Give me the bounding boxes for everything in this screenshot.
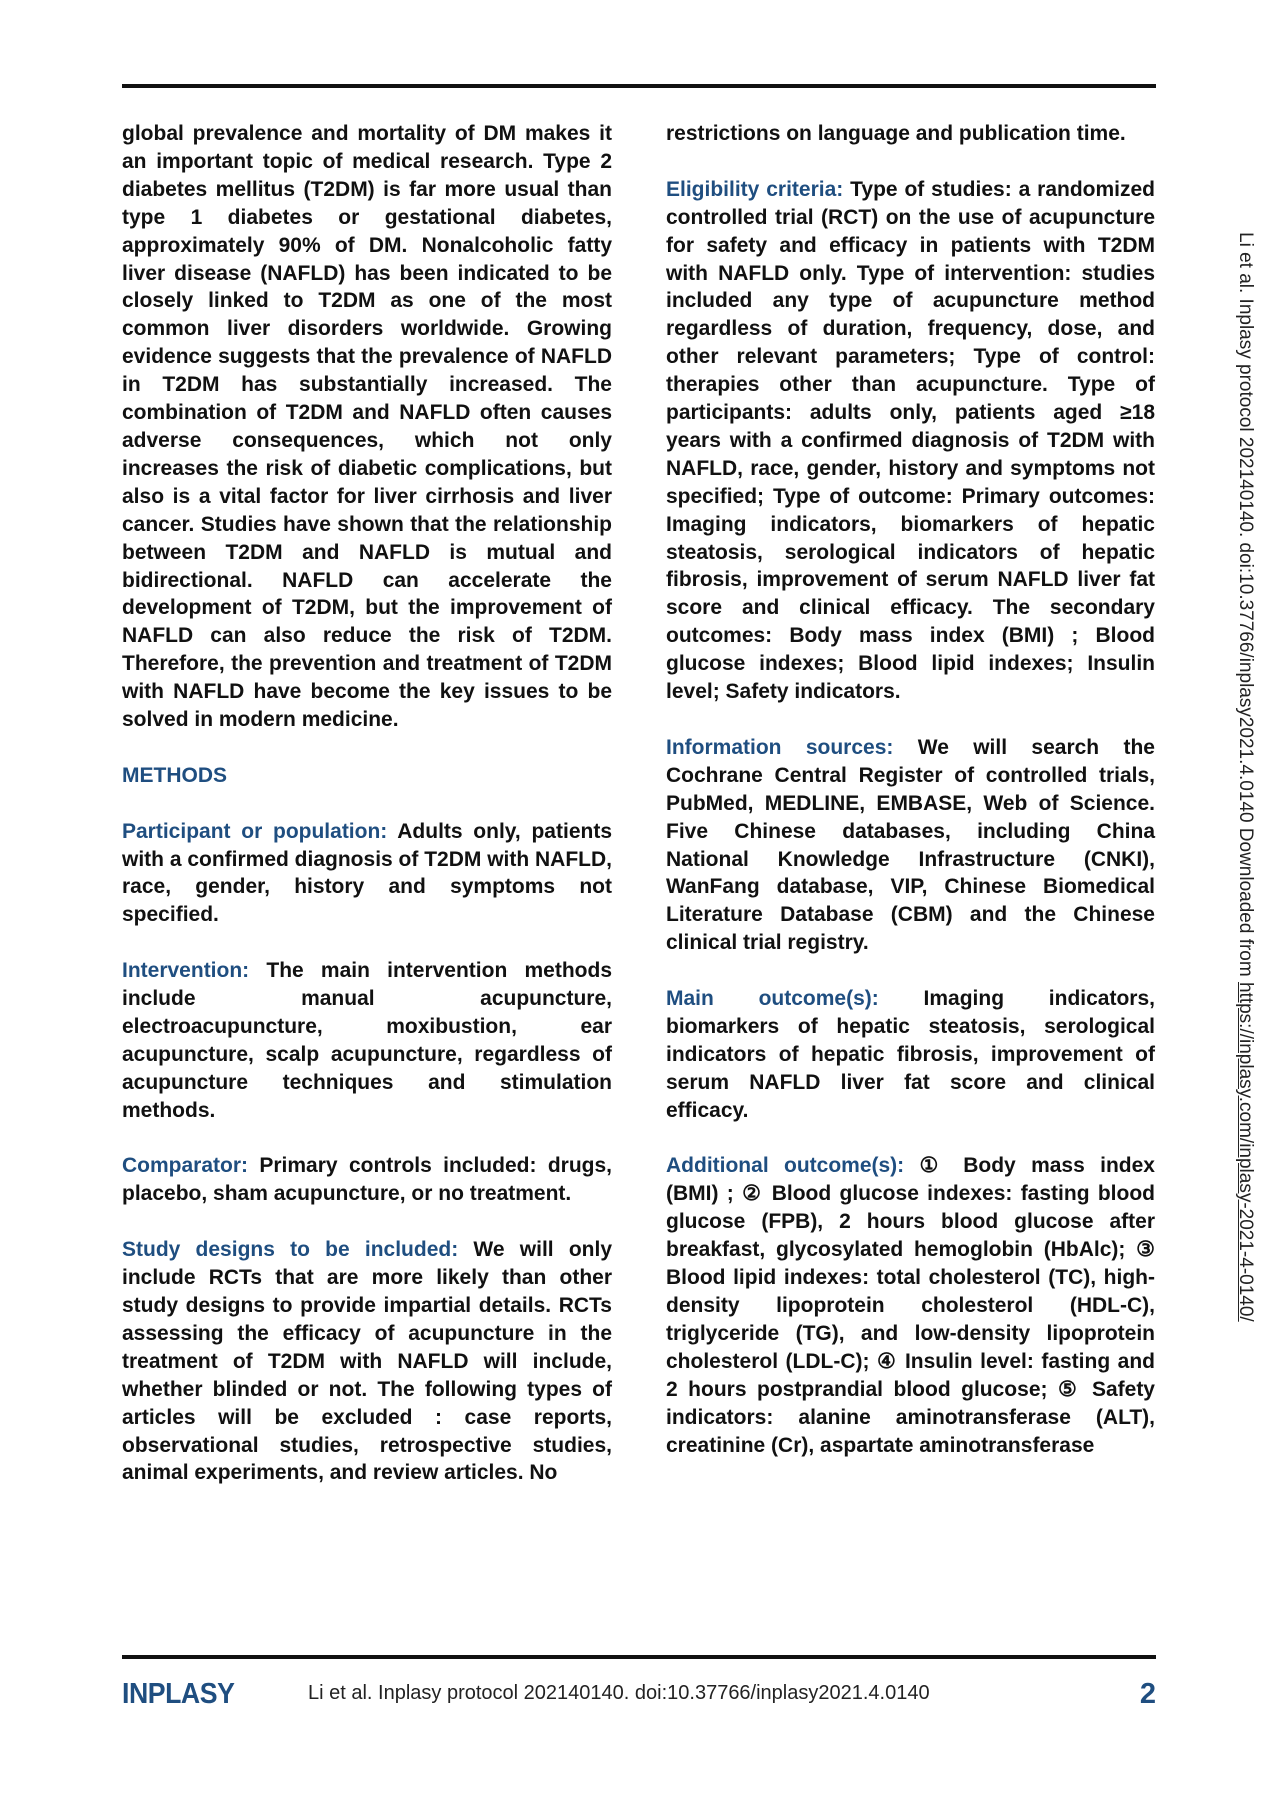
additional-outcomes-text: ① Body mass index (BMI) ; ② Blood glucose indexes: fasting blood glucose (FPB), 2 hours blood glucose after breakfast, glycosylated hemoglobin (HbAlc); ③ Blood lipid indexes: total cholesterol (TC), high-density lipoprotein cholesterol (HDL-C), triglyceride (TG), and low-density lipoprotein cholesterol (LDL-C); ④ Insulin level: fasting and 2 hours postprandial blood glucose; ⑤ Safety indicators: alanine aminotransferase (ALT), creatinine (Cr), aspartate aminotransferase	[666, 1154, 1155, 1457]
eligibility-section	[666, 176, 1155, 706]
participant-section	[122, 818, 612, 930]
additional-outcomes-section	[666, 1152, 1155, 1459]
intervention-label: Intervention:	[122, 959, 250, 983]
information-sources-label: Information sources:	[666, 735, 894, 759]
information-sources-text: We will search the Cochrane Central Register of controlled trials, PubMed, MEDLINE, EMBASE, Web of Science. Five Chinese databases, including China National Knowledge Infrastructure (CNKI), WanFang database, VIP, Chinese Biomedical Literature Database (CBM) and the Chinese clinical trial registry.	[666, 735, 1155, 955]
left-column	[122, 120, 612, 1515]
main-outcomes-section	[666, 985, 1155, 1125]
bottom-rule	[122, 1655, 1156, 1659]
participant-text: Adults only, patients with a confirmed diagnosis of T2DM with NAFLD, race, gender, history and symptoms not specified.	[122, 819, 613, 927]
download-link[interactable]: https://inplasy.com/inplasy-2021-4-0140/	[1235, 981, 1256, 1322]
vertical-sidebar	[1228, 232, 1268, 1512]
main-outcomes-label: Main outcome(s):	[666, 987, 879, 1011]
eligibility-label: Eligibility criteria:	[666, 177, 844, 201]
intervention-text: The main intervention methods include manual acupuncture, electroacupuncture, moxibustion, ear acupuncture, scalp acupuncture, regardless of acupuncture techniques and stimulation methods.	[122, 959, 612, 1122]
footer-citation: Li et al. Inplasy protocol 202140140. doi:10.37766/inplasy2021.4.0140	[308, 1682, 930, 1704]
continuation-paragraph: restrictions on language and publication time.	[666, 122, 1126, 145]
inplasy-logo: INPLASY	[122, 1678, 235, 1710]
study-designs-text: We will only include RCTs that are more likely than other study designs to provide impartial details. RCTs assessing the efficacy of acupuncture in the treatment of T2DM with NAFLD will include, whether blinded or not. The following types of articles will be excluded : case reports, observational studies, retrospective studies, animal experiments, and review articles. No	[122, 1238, 612, 1485]
eligibility-text: Type of studies: a randomized controlled trial (RCT) on the use of acupuncture for safety and efficacy in patients with T2DM with NAFLD only. Type of intervention: studies included any type of acupuncture method regardless of duration, frequency, dose, and other relevant parameters; Type of control: therapies other than acupuncture. Type of participants: adults only, patients aged ≥18 years with a confirmed diagnosis of T2DM with NAFLD, race, gender, history and symptoms not specified; Type of outcome: Primary outcomes: Imaging indicators, biomarkers of hepatic steatosis, serological indicators of hepatic fibrosis, improvement of serum NAFLD liver fat score and clinical efficacy. The secondary outcomes: Body mass index (BMI) ; Blood glucose indexes; Blood lipid indexes; Insulin level; Safety indicators.	[666, 177, 1155, 704]
page-footer	[122, 1678, 1156, 1718]
information-sources-section	[666, 734, 1155, 957]
study-designs-label: Study designs to be included:	[122, 1238, 459, 1262]
intro-paragraph: global prevalence and mortality of DM makes it an important topic of medical research. Type 2 diabetes mellitus (T2DM) is far more usual than type 1 diabetes or gestational diabetes, approximately 90% of DM. Nonalcoholic fatty liver disease (NAFLD) has been indicated to be closely linked to T2DM as one of the most common liver disorders worldwide. Growing evidence suggests that the prevalence of NAFLD in T2DM has substantially increased. The combination of T2DM and NAFLD often causes adverse consequences, which not only increases the risk of diabetic complications, but also is a vital factor for liver cirrhosis and liver cancer. Studies have shown that the relationship between T2DM and NAFLD is mutual and bidirectional. NAFLD can accelerate the development of T2DM, but the improvement of NAFLD can also reduce the risk of T2DM. Therefore, the prevention and treatment of T2DM with NAFLD have become the key issues to be solved in modern medicine.	[122, 122, 612, 732]
participant-label: Participant or population:	[122, 819, 388, 843]
sidebar-citation-line	[1234, 232, 1256, 1322]
comparator-text: Primary controls included: drugs, placebo, sham acupuncture, or no treatment.	[122, 1154, 612, 1206]
study-designs-section	[122, 1236, 612, 1487]
comparator-label: Comparator:	[122, 1154, 249, 1178]
additional-outcomes-label: Additional outcome(s):	[666, 1154, 905, 1178]
top-rule	[122, 84, 1156, 88]
main-outcomes-text: Imaging indicators, biomarkers of hepatic steatosis, serological indicators of hepatic fibrosis, improvement of serum NAFLD liver fat score and clinical efficacy.	[666, 987, 1155, 1122]
page-number: 2	[1139, 1678, 1156, 1710]
sidebar-citation: Li et al. Inplasy protocol 202140140. doi:10.37766/inplasy2021.4.0140 Downloaded from	[1235, 232, 1256, 982]
comparator-section	[122, 1152, 612, 1208]
intervention-section	[122, 957, 612, 1124]
right-column	[666, 120, 1155, 1487]
methods-heading: METHODS	[122, 763, 227, 787]
